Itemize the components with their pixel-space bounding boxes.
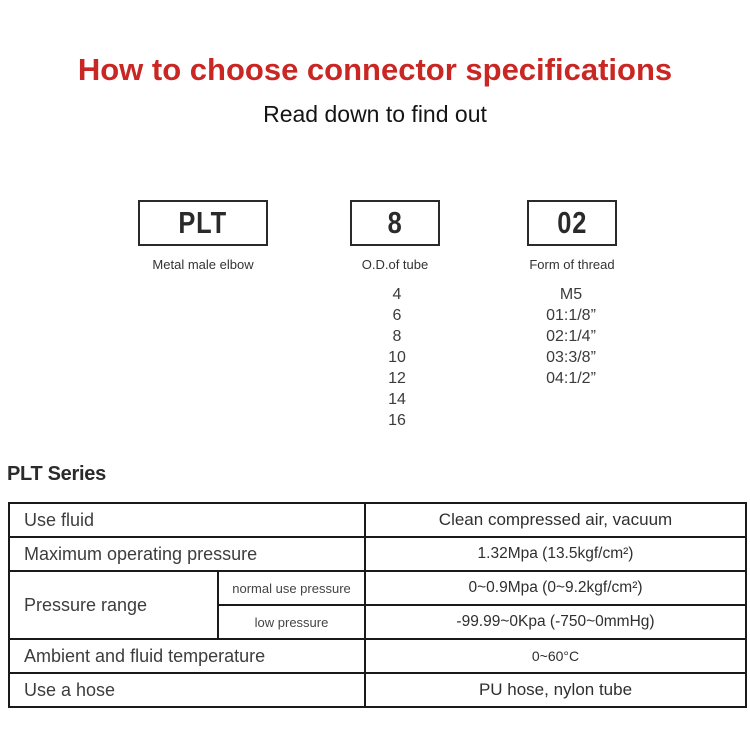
tube-size-option: 6: [392, 307, 402, 324]
spec-label-max-pressure: Maximum operating pressure: [9, 537, 365, 571]
spec-value-low-pressure: -99.99~0Kpa (-750~0mmHg): [365, 605, 746, 639]
tube-size-option: 8: [392, 328, 402, 345]
model-code-label: Metal male elbow: [152, 257, 254, 272]
tube-size-option: 4: [392, 286, 402, 303]
tube-size-options: [337, 284, 457, 431]
table-row: [9, 503, 746, 537]
thread-option: M5: [559, 286, 583, 303]
tube-size-option: 14: [388, 391, 406, 408]
thread-option: 01:1/8”: [546, 307, 596, 324]
table-row: [9, 571, 746, 605]
tube-size-option: 12: [388, 370, 406, 387]
spec-value-temperature: 0~60°C: [365, 639, 746, 673]
thread-code-text: 02: [557, 205, 587, 240]
thread-code-box: [527, 200, 617, 246]
spec-value-normal-pressure: 0~0.9Mpa (0~9.2kgf/cm²): [365, 571, 746, 605]
tube-size-code-box: [350, 200, 440, 246]
thread-option: 03:3/8”: [546, 349, 596, 366]
table-row: [9, 537, 746, 571]
page-subtitle: Read down to find out: [263, 101, 487, 127]
thread-options: [496, 284, 646, 389]
table-row: [9, 673, 746, 707]
spec-value-hose: PU hose, nylon tube: [365, 673, 746, 707]
spec-sublabel-low-pressure: low pressure: [218, 605, 365, 639]
page-title: How to choose connector specifications: [77, 52, 673, 87]
tube-size-code-text: 8: [387, 205, 403, 240]
spec-table: [8, 502, 747, 708]
spec-value-use-fluid: Clean compressed air, vacuum: [365, 503, 746, 537]
spec-label-pressure-range: Pressure range: [9, 571, 218, 639]
tube-size-option: 10: [388, 349, 406, 366]
spec-value-max-pressure: 1.32Mpa (13.5kgf/cm²): [365, 537, 746, 571]
series-heading: PLT Series: [7, 463, 106, 485]
spec-label-use-fluid: Use fluid: [9, 503, 365, 537]
spec-label-hose: Use a hose: [9, 673, 365, 707]
tube-size-option: 16: [388, 412, 406, 429]
table-row: [9, 639, 746, 673]
thread-option: 04:1/2”: [546, 370, 596, 387]
spec-label-temperature: Ambient and fluid temperature: [9, 639, 365, 673]
model-code-box: [138, 200, 268, 246]
spec-sublabel-normal-pressure: normal use pressure: [218, 571, 365, 605]
thread-label: Form of thread: [529, 257, 615, 272]
model-code-text: PLT: [178, 205, 228, 240]
thread-option: 02:1/4”: [546, 328, 596, 345]
tube-size-label: O.D.of tube: [361, 257, 429, 272]
